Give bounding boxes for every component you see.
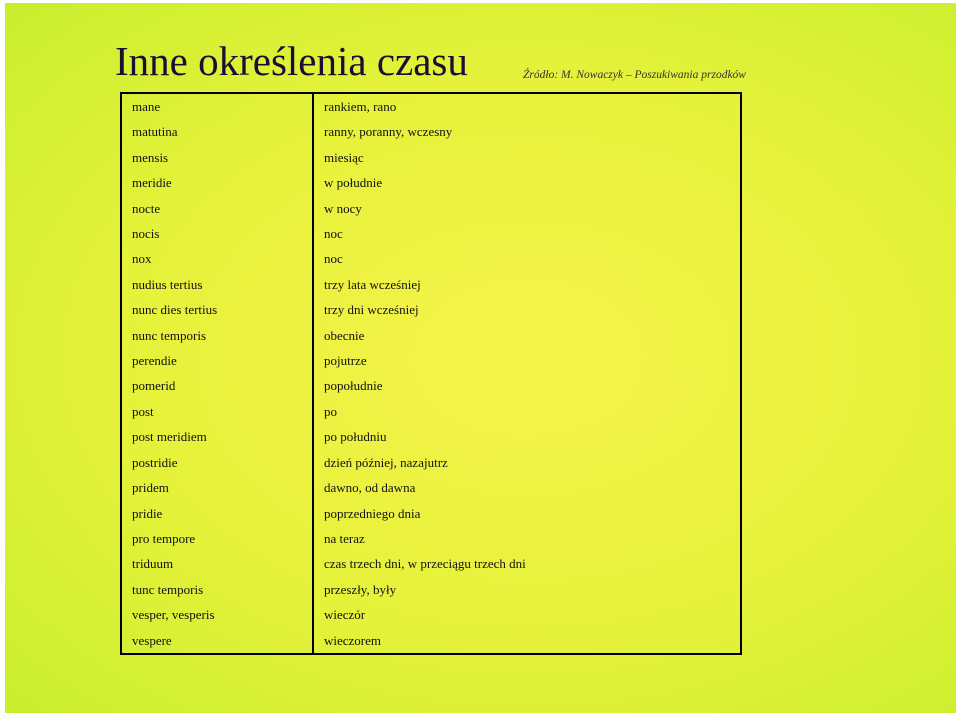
polish-translation-cell: wieczór: [313, 602, 741, 627]
latin-term-cell: matutina: [121, 119, 313, 144]
polish-translation-cell: trzy dni wcześniej: [313, 297, 741, 322]
latin-term-cell: mane: [121, 93, 313, 119]
table-row: [121, 628, 741, 654]
table-row: [121, 297, 741, 322]
polish-translation-cell: ranny, poranny, wczesny: [313, 119, 741, 144]
polish-translation-cell: na teraz: [313, 526, 741, 551]
table-row: [121, 145, 741, 170]
latin-term-cell: nox: [121, 246, 313, 271]
table-row: [121, 373, 741, 398]
latin-term-cell: post meridiem: [121, 424, 313, 449]
page-title: Inne określenia czasu: [115, 38, 468, 84]
polish-translation-cell: rankiem, rano: [313, 93, 741, 119]
polish-translation-cell: w południe: [313, 170, 741, 195]
latin-term-cell: vespere: [121, 628, 313, 654]
table-row: [121, 526, 741, 551]
polish-translation-cell: miesiąc: [313, 145, 741, 170]
polish-translation-cell: dawno, od dawna: [313, 475, 741, 500]
table-row: [121, 170, 741, 195]
latin-term-cell: post: [121, 399, 313, 424]
latin-term-cell: pridie: [121, 501, 313, 526]
table-row: [121, 577, 741, 602]
latin-term-cell: nocis: [121, 221, 313, 246]
latin-term-cell: mensis: [121, 145, 313, 170]
table-row: [121, 399, 741, 424]
latin-term-cell: triduum: [121, 551, 313, 576]
polish-translation-cell: pojutrze: [313, 348, 741, 373]
latin-term-cell: pro tempore: [121, 526, 313, 551]
polish-translation-cell: przeszły, były: [313, 577, 741, 602]
latin-term-cell: vesper, vesperis: [121, 602, 313, 627]
latin-term-cell: nocte: [121, 196, 313, 221]
table-row: [121, 196, 741, 221]
vocabulary-table: [120, 92, 742, 655]
table-row: [121, 221, 741, 246]
table-row: [121, 475, 741, 500]
latin-term-cell: meridie: [121, 170, 313, 195]
table-row: [121, 501, 741, 526]
polish-translation-cell: obecnie: [313, 323, 741, 348]
latin-term-cell: pomerid: [121, 373, 313, 398]
polish-translation-cell: popołudnie: [313, 373, 741, 398]
polish-translation-cell: w nocy: [313, 196, 741, 221]
table-row: [121, 323, 741, 348]
polish-translation-cell: trzy lata wcześniej: [313, 272, 741, 297]
table-row: [121, 551, 741, 576]
source-note: Źródło: M. Nowaczyk – Poszukiwania przodków: [523, 69, 746, 81]
polish-translation-cell: wieczorem: [313, 628, 741, 654]
polish-translation-cell: dzień później, nazajutrz: [313, 450, 741, 475]
slide-background: [5, 3, 956, 713]
latin-term-cell: postridie: [121, 450, 313, 475]
polish-translation-cell: po: [313, 399, 741, 424]
latin-term-cell: tunc temporis: [121, 577, 313, 602]
latin-term-cell: nudius tertius: [121, 272, 313, 297]
latin-term-cell: nunc temporis: [121, 323, 313, 348]
polish-translation-cell: poprzedniego dnia: [313, 501, 741, 526]
latin-term-cell: pridem: [121, 475, 313, 500]
polish-translation-cell: czas trzech dni, w przeciągu trzech dni: [313, 551, 741, 576]
table-row: [121, 602, 741, 627]
polish-translation-cell: po południu: [313, 424, 741, 449]
latin-term-cell: nunc dies tertius: [121, 297, 313, 322]
table-row: [121, 119, 741, 144]
table-row: [121, 93, 741, 119]
vocabulary-table-body: [121, 93, 741, 654]
table-row: [121, 348, 741, 373]
polish-translation-cell: noc: [313, 221, 741, 246]
latin-term-cell: perendie: [121, 348, 313, 373]
table-row: [121, 424, 741, 449]
polish-translation-cell: noc: [313, 246, 741, 271]
table-row: [121, 272, 741, 297]
table-row: [121, 246, 741, 271]
table-row: [121, 450, 741, 475]
